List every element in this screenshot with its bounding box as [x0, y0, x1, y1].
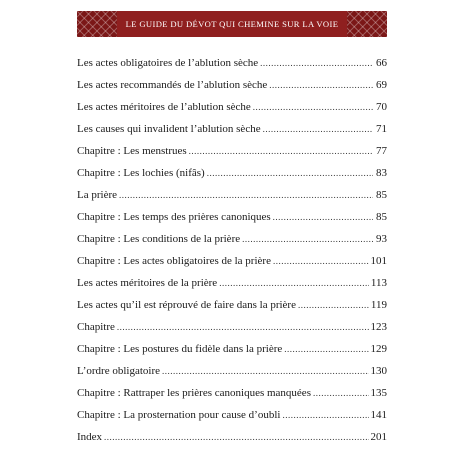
toc-entry-page: 129 [370, 343, 387, 355]
toc-entry-page: 201 [370, 431, 387, 443]
toc-entry-page: 119 [370, 299, 387, 311]
toc-entry-label: Chapitre : Les actes obligatoires de la prière [77, 255, 271, 267]
toc-entry-label: Chapitre [77, 321, 115, 333]
dot-leader [260, 52, 373, 74]
toc-entry [77, 426, 387, 448]
toc-entry-page: 141 [370, 409, 387, 421]
toc-entry-label: La prière [77, 189, 117, 201]
toc-entry-label: Chapitre : Les lochies (nifâs) [77, 167, 205, 179]
header-title: LE GUIDE DU DÉVOT QUI CHEMINE SUR LA VOIE [125, 19, 339, 29]
toc-entry-label: Les actes obligatoires de l’ablution sèche [77, 57, 259, 69]
toc-entry-label: Chapitre : La prosternation pour cause d’oubli [77, 409, 281, 421]
dot-leader [162, 360, 369, 382]
ornament-left-icon [77, 11, 117, 37]
toc-entry-label: Chapitre : Les postures du fidèle dans la prière [77, 343, 283, 355]
toc-entry-page: 101 [370, 255, 387, 267]
toc-entry [77, 382, 387, 404]
dot-leader [253, 96, 373, 118]
toc-entry-page: 93 [376, 233, 387, 245]
dot-leader [263, 118, 373, 140]
dot-leader [207, 162, 373, 184]
toc-entry [77, 184, 387, 206]
toc-entry [77, 404, 387, 426]
dot-leader [104, 426, 368, 448]
toc-entry [77, 52, 387, 74]
toc-entry [77, 228, 387, 250]
toc-entry [77, 360, 387, 382]
toc-entry-page: 71 [376, 123, 387, 135]
toc-entry-label: Les actes méritoires de l’ablution sèche [77, 101, 251, 113]
dot-leader [298, 294, 369, 316]
dot-leader [282, 404, 368, 426]
toc-entry-page: 66 [376, 57, 387, 69]
dot-leader [313, 382, 369, 404]
running-header [77, 11, 387, 37]
toc-entry-page: 130 [370, 365, 387, 377]
dot-leader [119, 184, 373, 206]
toc-entry [77, 272, 387, 294]
toc-entry-label: Les causes qui invalident l’ablution sèche [77, 123, 261, 135]
toc-entry [77, 74, 387, 96]
dot-leader [284, 338, 368, 360]
dot-leader [273, 250, 369, 272]
dot-leader [242, 228, 373, 250]
dot-leader [219, 272, 369, 294]
toc-entry-label: Les actes méritoires de la prière [77, 277, 218, 289]
toc-entry-label: Les actes qu’il est réprouvé de faire dans la prière [77, 299, 296, 311]
toc-entry-page: 85 [376, 211, 387, 223]
toc-entry-page: 83 [376, 167, 387, 179]
toc-entry-page: 69 [376, 79, 387, 91]
toc-entry [77, 118, 387, 140]
ornament-right-icon [347, 11, 387, 37]
toc-entry-label: Les actes recommandés de l’ablution sèche [77, 79, 268, 91]
toc-entry-page: 85 [376, 189, 387, 201]
toc-entry-label: L’ordre obligatoire [77, 365, 160, 377]
toc-entry-label: Chapitre : Les temps des prières canoniques [77, 211, 271, 223]
toc-entry-page: 135 [370, 387, 387, 399]
toc-entry [77, 96, 387, 118]
toc-entry [77, 294, 387, 316]
dot-leader [117, 316, 369, 338]
toc-entry [77, 250, 387, 272]
toc-entry-label: Chapitre : Rattraper les prières canoniques manquées [77, 387, 311, 399]
toc-entry-label: Chapitre : Les conditions de la prière [77, 233, 241, 245]
toc-entry [77, 338, 387, 360]
toc-entry-page: 113 [370, 277, 387, 289]
toc-entry-label: Chapitre : Les menstrues [77, 145, 187, 157]
dot-leader [273, 206, 373, 228]
dot-leader [269, 74, 373, 96]
toc-entry [77, 140, 387, 162]
toc-entry [77, 162, 387, 184]
toc-entry-page: 70 [376, 101, 387, 113]
toc-entry-label: Index [77, 431, 103, 443]
dot-leader [189, 140, 373, 162]
toc-entry [77, 206, 387, 228]
toc-entry [77, 316, 387, 338]
toc-entry-page: 123 [370, 321, 387, 333]
table-of-contents [77, 52, 387, 448]
toc-entry-page: 77 [376, 145, 387, 157]
